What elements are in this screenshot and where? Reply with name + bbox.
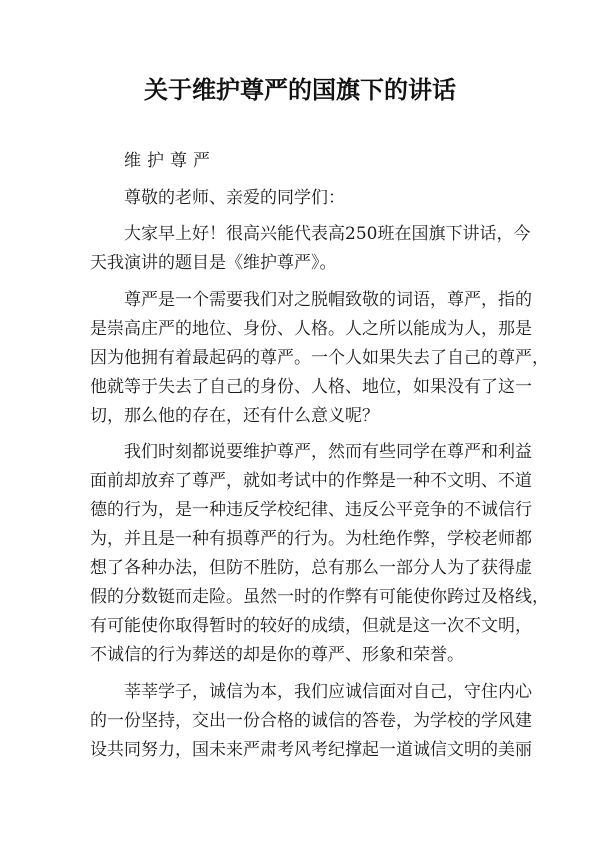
spacer: [90, 176, 522, 184]
paragraph-line: 设共同努力，国未来严肃考风考纪撑起一道诚信文明的美丽: [90, 739, 532, 760]
spacer: [90, 431, 522, 439]
document-subtitle: 维护尊严: [124, 151, 216, 171]
paragraph-3: [90, 438, 549, 670]
paragraph-line: 有可能使你取得暂时的较好的成绩，但就是这一次不文明，: [90, 616, 532, 636]
paragraph-line: 我们时刻都说要维护尊严，然而有些同学在尊严和利益: [124, 442, 532, 462]
paragraph-line: 为，并且是一种有损尊严的行为。为杜绝作弊，学校老师都: [90, 529, 532, 549]
paragraph-2: [90, 286, 549, 431]
paragraph-line: 的一份坚持，交出一份合格的诚信的答卷，为学校的学风建: [90, 710, 532, 731]
paragraph-line: 不诚信的行为葬送的却是你的尊严、形象和荣誉。: [90, 645, 464, 665]
paragraph-line: 德的行为，是一种违反学校纪律、违反公平竞争的不诚信行: [90, 500, 532, 520]
paragraph-line: 尊严是一个需要我们对之脱帽致敬的词语，尊严，指的: [124, 289, 532, 310]
salutation: 尊敬的老师、亲爱的同学们：: [124, 187, 345, 208]
paragraph-line: 大家早上好！很高兴能代表高250班在国旗下讲话，今: [124, 224, 531, 244]
paragraph-line: 假的分数铤而走险。虽然一时的作弊有可能使你跨过及格线，: [90, 587, 549, 607]
paragraph-line: 他就等于失去了自己的身份、人格、地位，如果没有了这一: [90, 376, 532, 397]
spacer: [90, 670, 522, 678]
paragraph-1: [90, 220, 531, 278]
paragraph-line: 天我演讲的题目是《维护尊严》。: [90, 253, 337, 273]
paragraph-line: 面前却放弃了尊严，就如考试中的作弊是一种不文明、不道: [90, 471, 532, 491]
paragraph-line: 因为他拥有着最起码的尊严。一个人如果失去了自己的尊严，: [90, 347, 549, 368]
document-body: [90, 147, 549, 765]
paragraph-line: 莘莘学子，诚信为本，我们应诚信面对自己，守住内心: [124, 681, 532, 702]
spacer: [90, 213, 522, 221]
paragraph-line: 是崇高庄严的地位、身份、人格。人之所以能成为人，那是: [90, 318, 532, 339]
spacer: [90, 278, 522, 286]
document-title: 关于维护尊严的国旗下的讲话: [144, 75, 456, 104]
paragraph-line: 切，那么他的存在，还有什么意义呢？: [90, 405, 379, 426]
paragraph-line: 想了各种办法，但防不胜防，总有那么一部分人为了获得虚: [90, 558, 532, 578]
paragraph-4: [90, 678, 532, 765]
